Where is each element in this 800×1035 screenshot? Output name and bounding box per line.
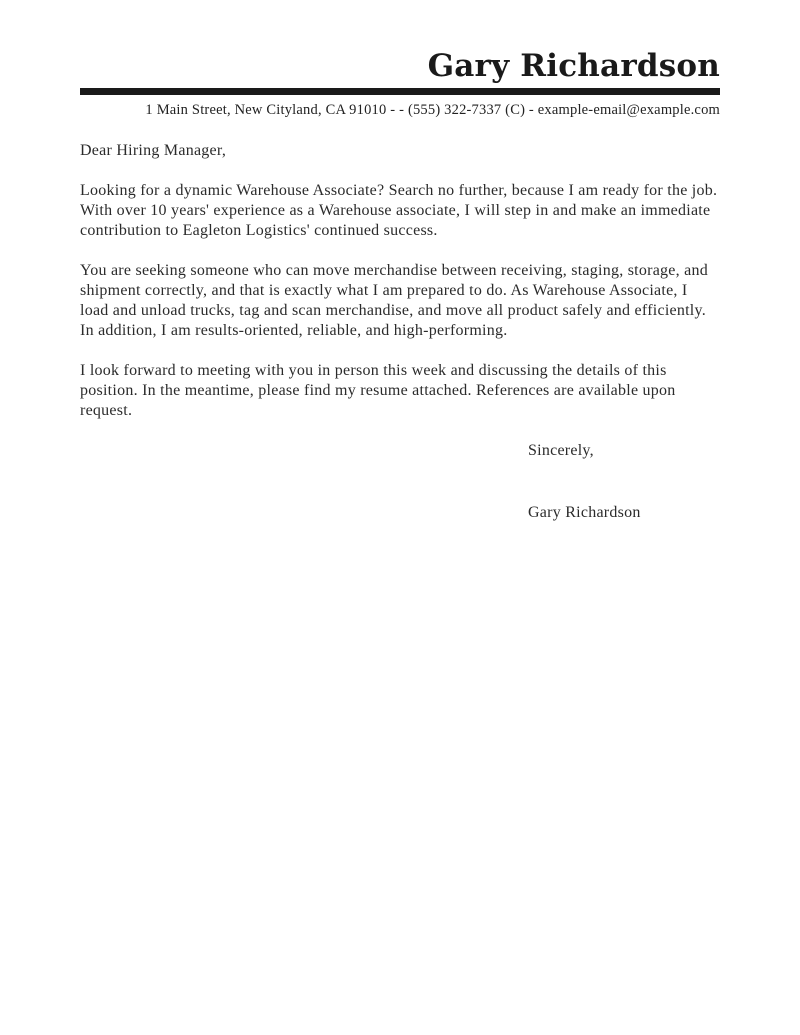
- letter-header: [80, 48, 720, 119]
- header-divider: [80, 88, 720, 95]
- closing-signature: Gary Richardson: [528, 504, 641, 522]
- salutation: Dear Hiring Manager,: [80, 142, 227, 160]
- paragraph-skills: You are seeking someone who can move merchandise between receiving, staging, storage, and shipment correctly, and that is exactly what I am prepared to do. As Warehouse Associate, I load and unload trucks, tag and scan merchandise, and move all product safely and efficiently. In addition, I am results-oriented, reliable, and high-performing.: [80, 262, 708, 340]
- closing-block: [528, 441, 720, 523]
- paragraph-intro: Looking for a dynamic Warehouse Associate? Search no further, because I am ready for the job. With over 10 years' experience as a Warehouse associate, I will step in and make an immediate contribution to Eagleton Logistics' continued success.: [80, 182, 718, 240]
- closing-valediction: Sincerely,: [528, 442, 594, 460]
- letter-body: [80, 141, 720, 523]
- page-title: Gary Richardson: [427, 48, 720, 84]
- paragraph-followup: I look forward to meeting with you in person this week and discussing the details of this position. In the meantime, please find my resume attached. References are available upon request.: [80, 362, 676, 420]
- contact-info: 1 Main Street, New Cityland, CA 91010 - - (555) 322-7337 (C) - example-email@example.com: [145, 102, 720, 119]
